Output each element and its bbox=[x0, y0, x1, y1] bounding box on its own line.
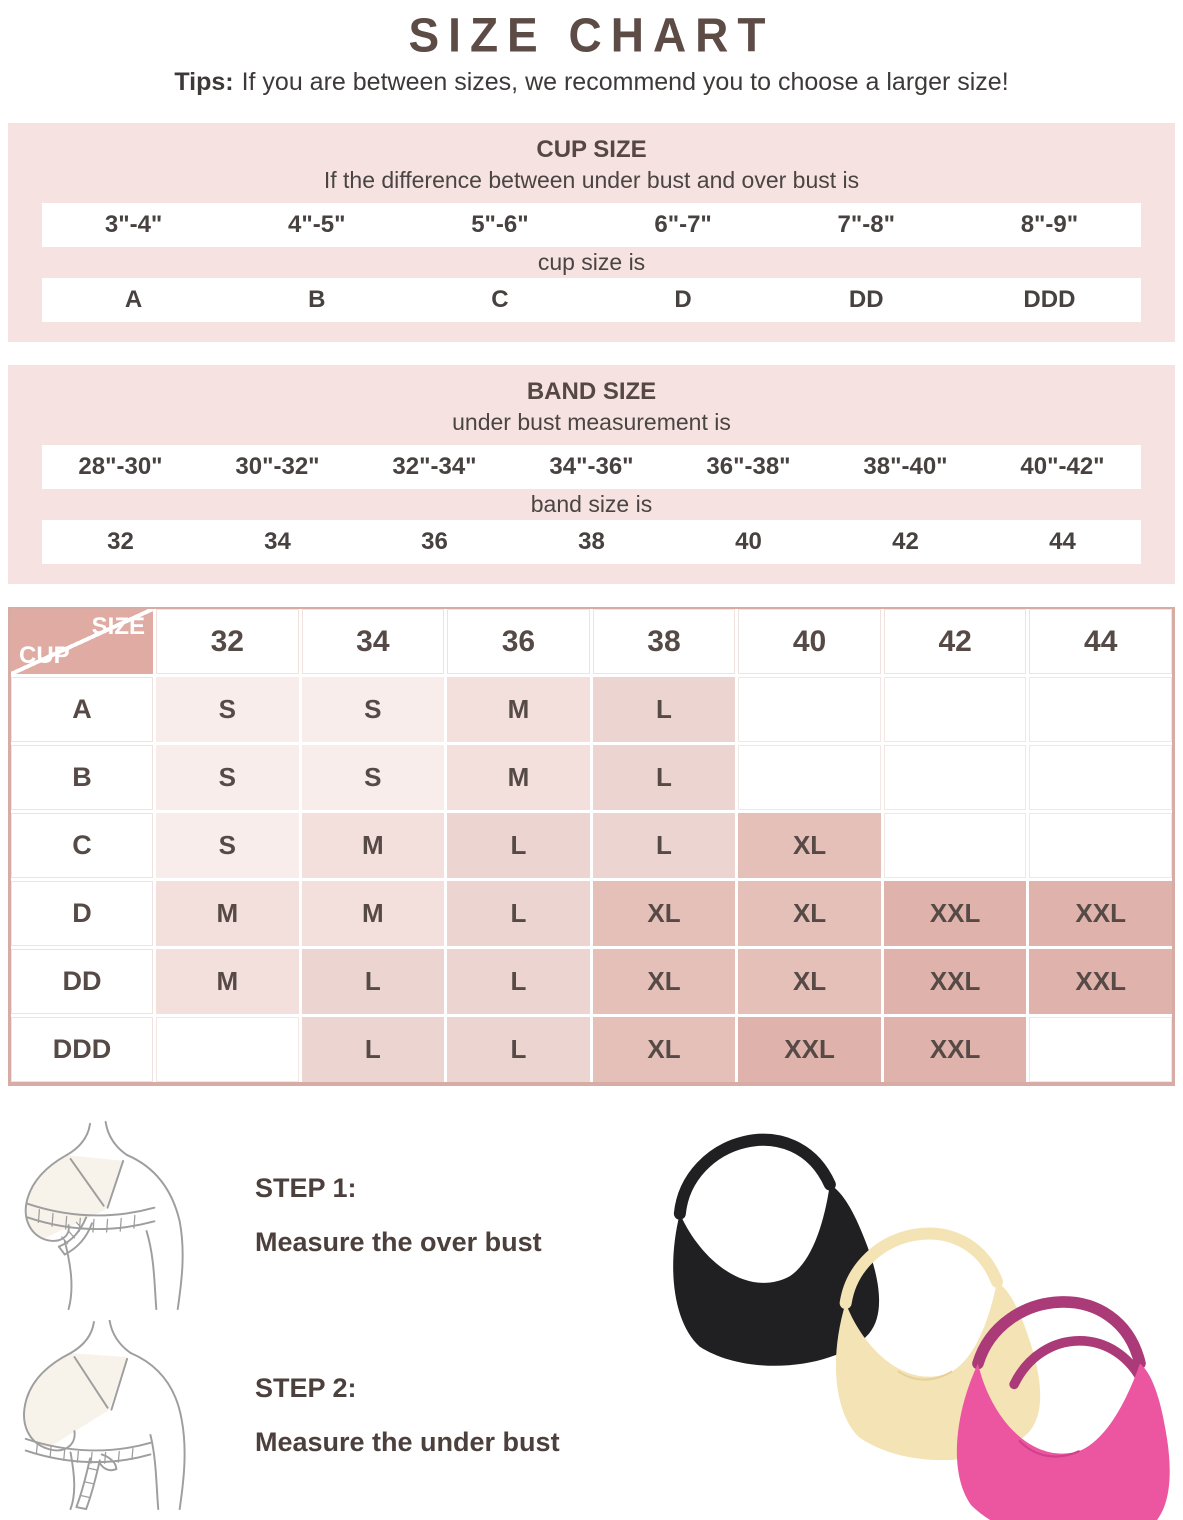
size-matrix-table bbox=[8, 607, 1175, 1086]
matrix-empty-cell bbox=[1029, 1017, 1172, 1082]
overbust-measure-sketch-icon bbox=[8, 1120, 213, 1310]
tips-text: If you are between sizes, we recommend you to choose a larger size! bbox=[241, 68, 1009, 96]
band-measurement-value: 30"-32" bbox=[235, 453, 320, 480]
matrix-empty-cell bbox=[738, 677, 881, 742]
band-size-value: 44 bbox=[1049, 528, 1076, 555]
band-measurement-value: 32"-34" bbox=[392, 453, 477, 480]
band-size-value: 36 bbox=[421, 528, 448, 555]
band-size-panel bbox=[8, 365, 1175, 584]
measure-guide-section bbox=[8, 1120, 1175, 1520]
three-bras-photo bbox=[635, 1120, 1175, 1520]
matrix-size-cell: M bbox=[156, 881, 299, 946]
band-size-subtitle: under bust measurement is bbox=[452, 409, 731, 435]
matrix-column-header: 38 bbox=[593, 609, 736, 674]
band-measurement-value: 40"-42" bbox=[1020, 453, 1105, 480]
matrix-corner-cell bbox=[11, 609, 153, 674]
matrix-size-cell: L bbox=[593, 745, 736, 810]
matrix-column-header: 42 bbox=[884, 609, 1027, 674]
cup-size-is-label: cup size is bbox=[537, 249, 646, 275]
step-2-block bbox=[8, 1320, 633, 1510]
matrix-size-cell: L bbox=[593, 677, 736, 742]
matrix-size-cell: L bbox=[447, 813, 590, 878]
matrix-size-cell: XL bbox=[593, 1017, 736, 1082]
cup-size-value: A bbox=[124, 286, 143, 313]
page-title: SIZE CHART bbox=[408, 7, 775, 63]
matrix-row-label: B bbox=[11, 745, 153, 810]
matrix-size-cell: M bbox=[302, 813, 445, 878]
matrix-size-cell: M bbox=[447, 677, 590, 742]
bra-pink-illustration bbox=[948, 1292, 1175, 1520]
matrix-empty-cell bbox=[1029, 813, 1172, 878]
band-size-heading: BAND SIZE bbox=[526, 378, 657, 405]
steps-column bbox=[8, 1120, 633, 1520]
band-size-value: 38 bbox=[578, 528, 605, 555]
matrix-column-header: 44 bbox=[1029, 609, 1172, 674]
matrix-empty-cell bbox=[884, 745, 1027, 810]
underbust-measure-sketch-icon bbox=[8, 1320, 213, 1510]
matrix-size-cell: L bbox=[593, 813, 736, 878]
band-size-value: 40 bbox=[735, 528, 762, 555]
matrix-size-cell: XXL bbox=[1029, 949, 1172, 1014]
cup-difference-value: 8"-9" bbox=[1020, 211, 1079, 238]
cup-size-heading: CUP SIZE bbox=[536, 136, 647, 163]
matrix-empty-cell bbox=[738, 745, 881, 810]
size-matrix-grid bbox=[11, 609, 1172, 1082]
band-size-value: 34 bbox=[264, 528, 291, 555]
matrix-size-cell: XL bbox=[738, 881, 881, 946]
matrix-size-cell: S bbox=[156, 745, 299, 810]
cup-size-value: C bbox=[491, 286, 509, 313]
matrix-size-cell: S bbox=[156, 813, 299, 878]
matrix-size-cell: M bbox=[447, 745, 590, 810]
matrix-size-cell: L bbox=[302, 949, 445, 1014]
matrix-row-label: C bbox=[11, 813, 153, 878]
cup-difference-value: 4"-5" bbox=[288, 211, 346, 238]
matrix-size-cell: XL bbox=[593, 949, 736, 1014]
matrix-size-cell: L bbox=[447, 949, 590, 1014]
matrix-row-label: A bbox=[11, 677, 153, 742]
matrix-column-header: 34 bbox=[302, 609, 445, 674]
matrix-size-cell: XXL bbox=[738, 1017, 881, 1082]
matrix-row-label: DDD bbox=[11, 1017, 153, 1082]
cup-difference-row bbox=[42, 203, 1141, 247]
matrix-size-cell: XL bbox=[738, 813, 881, 878]
band-measurement-value: 38"-40" bbox=[863, 453, 948, 480]
matrix-column-header: 32 bbox=[156, 609, 299, 674]
matrix-column-header: 36 bbox=[447, 609, 590, 674]
cup-difference-value: 7"-8" bbox=[837, 211, 895, 238]
matrix-size-cell: M bbox=[156, 949, 299, 1014]
band-size-is-label: band size is bbox=[530, 491, 653, 517]
cup-difference-value: 6"-7" bbox=[654, 211, 712, 238]
matrix-size-cell: S bbox=[156, 677, 299, 742]
step-1-title: STEP 1: bbox=[255, 1173, 357, 1203]
band-measurement-value: 34"-36" bbox=[549, 453, 634, 480]
matrix-size-cell: XL bbox=[738, 949, 881, 1014]
step-1-block bbox=[8, 1120, 633, 1310]
matrix-size-cell: XL bbox=[593, 881, 736, 946]
step-2-title: STEP 2: bbox=[255, 1373, 357, 1403]
cup-size-value: D bbox=[674, 286, 692, 313]
band-measurement-value: 28"-30" bbox=[78, 453, 163, 480]
matrix-size-cell: L bbox=[447, 881, 590, 946]
matrix-size-cell: XXL bbox=[1029, 881, 1172, 946]
matrix-empty-cell bbox=[884, 677, 1027, 742]
matrix-size-cell: M bbox=[302, 881, 445, 946]
matrix-size-cell: XXL bbox=[884, 881, 1027, 946]
step-2-description: Measure the under bust bbox=[255, 1427, 560, 1457]
cup-size-value: DDD bbox=[1023, 286, 1076, 313]
product-photo-column bbox=[633, 1120, 1175, 1520]
cup-difference-value: 5"-6" bbox=[471, 211, 529, 238]
matrix-size-cell: L bbox=[302, 1017, 445, 1082]
matrix-size-cell: L bbox=[447, 1017, 590, 1082]
cup-size-value: B bbox=[308, 286, 326, 313]
matrix-row-label: DD bbox=[11, 949, 153, 1014]
tips-label: Tips: bbox=[174, 68, 234, 96]
matrix-size-cell: S bbox=[302, 745, 445, 810]
step-1-text bbox=[255, 1171, 542, 1259]
matrix-corner-cup-label: CUP bbox=[19, 642, 70, 669]
cup-size-subtitle: If the difference between under bust and over bust is bbox=[323, 167, 860, 193]
band-size-value: 42 bbox=[892, 528, 919, 555]
matrix-empty-cell bbox=[156, 1017, 299, 1082]
band-size-value: 32 bbox=[107, 528, 134, 555]
cup-difference-value: 3"-4" bbox=[104, 211, 163, 238]
matrix-empty-cell bbox=[1029, 745, 1172, 810]
band-measurement-value: 36"-38" bbox=[706, 453, 791, 480]
band-values-row bbox=[42, 520, 1141, 564]
matrix-column-header: 40 bbox=[738, 609, 881, 674]
band-measurement-row bbox=[42, 445, 1141, 489]
matrix-corner-size-label: SIZE bbox=[91, 613, 145, 640]
cup-size-panel bbox=[8, 123, 1175, 342]
matrix-size-cell: XXL bbox=[884, 1017, 1027, 1082]
matrix-empty-cell bbox=[1029, 677, 1172, 742]
matrix-size-cell: S bbox=[302, 677, 445, 742]
step-1-description: Measure the over bust bbox=[255, 1227, 542, 1257]
cup-values-row bbox=[42, 278, 1141, 322]
tips-line bbox=[8, 68, 1175, 97]
matrix-row-label: D bbox=[11, 881, 153, 946]
matrix-empty-cell bbox=[884, 813, 1027, 878]
cup-size-value: DD bbox=[848, 286, 884, 313]
matrix-size-cell: XXL bbox=[884, 949, 1027, 1014]
step-2-text bbox=[255, 1371, 560, 1459]
